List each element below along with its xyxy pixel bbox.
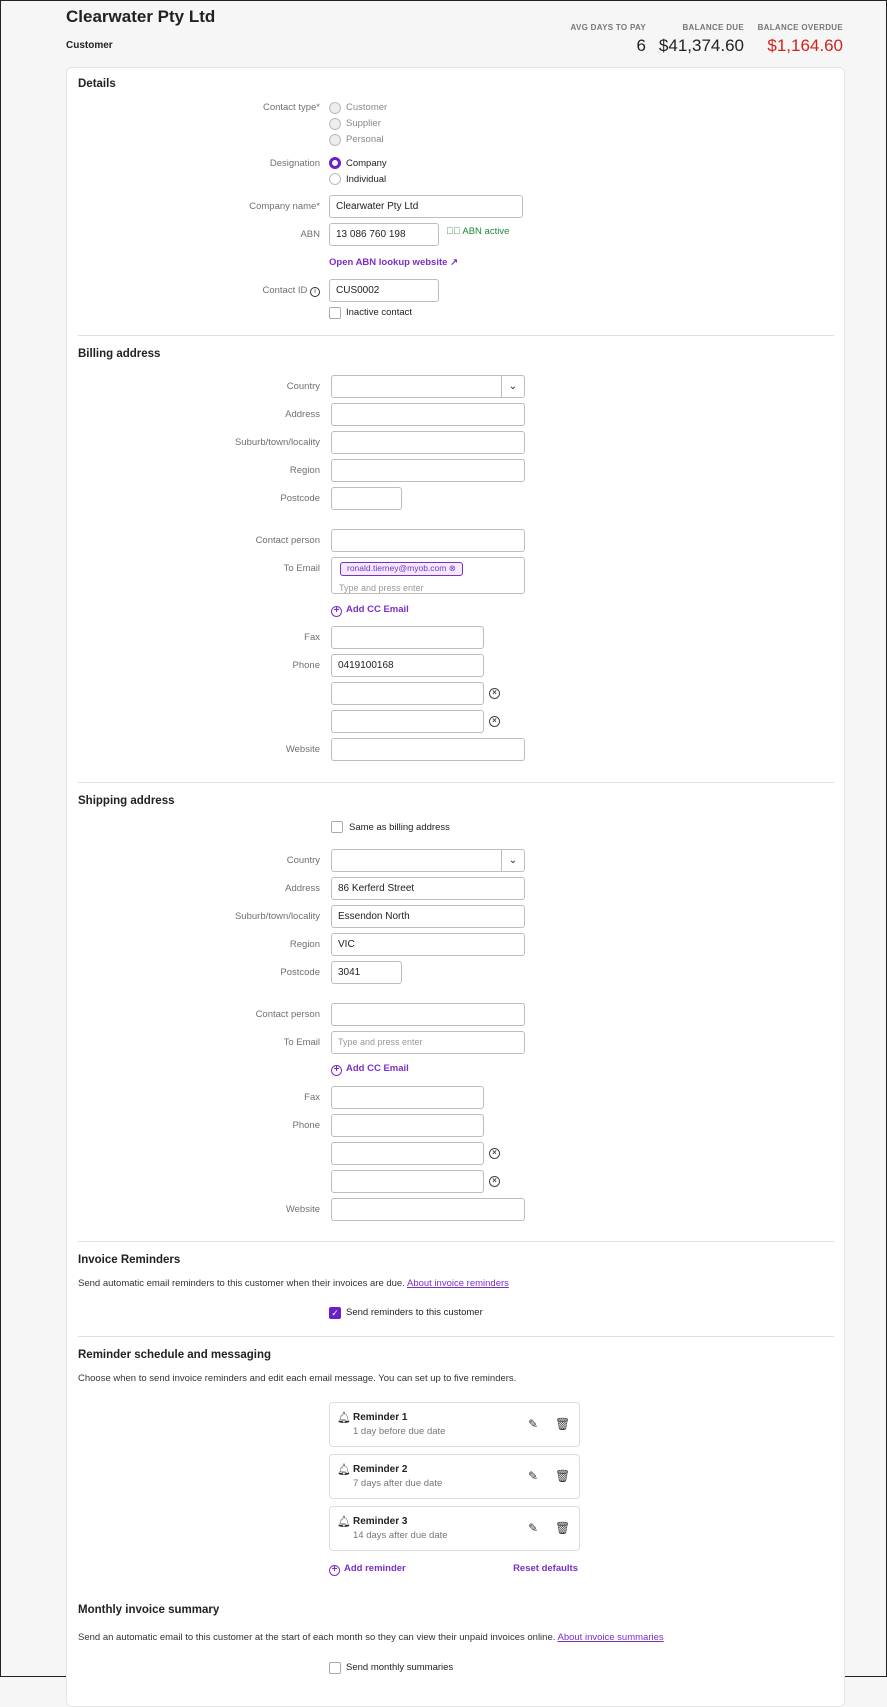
billing-website-input[interactable] <box>331 738 525 761</box>
trash-icon[interactable]: 🗑︎ <box>555 1521 571 1535</box>
remove-chip-icon[interactable]: ⊗ <box>448 563 456 573</box>
billing-heading: Billing address <box>78 348 161 360</box>
contact-type-label: Contact type* <box>262 102 320 113</box>
send-reminders-label: Send reminders to this customer <box>346 1307 483 1318</box>
reminder-card <box>329 1454 580 1499</box>
remove-phone-icon[interactable]: × <box>489 1176 500 1187</box>
reminder-card <box>329 1402 580 1447</box>
contact-id-label: Contact ID i <box>262 285 320 297</box>
radio-personal[interactable] <box>329 134 341 146</box>
details-heading: Details <box>78 78 116 90</box>
balance-overdue-label: BALANCE OVERDUE <box>757 23 843 32</box>
billing-website-label: Website <box>285 744 320 755</box>
plus-circle-icon: + <box>331 606 342 617</box>
bell-icon: 🔔︎ <box>337 1412 351 1424</box>
add-reminder-button[interactable]: + Add reminder <box>329 1563 406 1576</box>
send-monthly-summaries-checkbox[interactable] <box>329 1662 341 1674</box>
balance-due-label: BALANCE DUE <box>682 23 744 32</box>
billing-suburb-label: Suburb/town/locality <box>234 437 320 448</box>
designation-label: Designation <box>269 158 320 169</box>
chevron-down-icon: ⌄ <box>501 376 524 397</box>
same-as-billing-checkbox[interactable] <box>331 821 343 833</box>
shipping-phone-label: Phone <box>292 1120 320 1131</box>
edit-pencil-icon[interactable]: ✎ <box>528 1417 539 1431</box>
billing-phone-2-input[interactable] <box>331 682 484 705</box>
divider <box>78 335 834 336</box>
billing-to-email-input[interactable] <box>331 557 525 594</box>
radio-company[interactable] <box>329 157 341 169</box>
divider <box>78 782 834 783</box>
bell-icon: 🔔︎ <box>337 1464 351 1476</box>
shipping-country-select[interactable] <box>331 849 525 872</box>
company-name-label: Company name* <box>249 201 320 212</box>
shipping-contact-person-label: Contact person <box>255 1009 320 1020</box>
about-invoice-summaries-link[interactable]: About invoice summaries <box>557 1632 664 1643</box>
radio-customer[interactable] <box>329 102 341 114</box>
plus-circle-icon: + <box>329 1565 340 1576</box>
billing-phone-input[interactable]: 0419100168 <box>331 654 484 677</box>
external-link-icon: ↗ <box>450 257 459 268</box>
billing-contact-person-label: Contact person <box>255 535 320 546</box>
remove-phone-icon[interactable]: × <box>489 688 500 699</box>
radio-supplier[interactable] <box>329 118 341 130</box>
shipping-country-label: Country <box>286 855 320 866</box>
monthly-summary-description: Send an automatic email to this customer at the start of each month so they can view their unpaid invoices online. About invoice summaries <box>78 1632 664 1643</box>
shipping-fax-label: Fax <box>304 1092 320 1103</box>
avg-days-value: 6 <box>636 36 646 55</box>
edit-pencil-icon[interactable]: ✎ <box>528 1521 539 1535</box>
billing-to-email-label: To Email <box>283 563 320 574</box>
radio-individual-label: Individual <box>346 174 387 185</box>
about-invoice-reminders-link[interactable]: About invoice reminders <box>406 1278 509 1289</box>
shipping-to-email-input[interactable]: Type and press enter <box>331 1031 525 1054</box>
avg-days-label: AVG DAYS TO PAY <box>570 23 646 32</box>
chevron-down-icon: ⌄ <box>501 850 524 871</box>
schedule-description: Choose when to send invoice reminders and edit each email message. You can set up to five reminders. <box>78 1373 517 1384</box>
reminder-timing: 1 day before due date <box>353 1426 446 1437</box>
shipping-to-email-label: To Email <box>283 1037 320 1048</box>
shipping-contact-person-input[interactable] <box>331 1003 525 1026</box>
reset-defaults-button[interactable]: Reset defaults <box>513 1563 578 1574</box>
contact-type-subtitle: Customer <box>66 40 113 51</box>
page-title: Clearwater Pty Ltd <box>66 7 216 26</box>
abn-label: ABN <box>300 229 320 240</box>
shipping-region-label: Region <box>289 939 320 950</box>
billing-country-select[interactable] <box>331 375 525 398</box>
trash-icon[interactable]: 🗑︎ <box>555 1469 571 1483</box>
email-chip[interactable]: ronald.tierney@myob.com ⊗ <box>340 562 463 576</box>
radio-supplier-label: Supplier <box>346 118 381 129</box>
check-circle-icon: ✓⃝ <box>446 226 463 237</box>
shipping-postcode-label: Postcode <box>280 967 320 978</box>
shipping-website-label: Website <box>285 1204 320 1215</box>
same-as-billing-label: Same as billing address <box>349 822 450 833</box>
billing-fax-label: Fax <box>304 632 320 643</box>
balance-overdue-value: $1,164.60 <box>767 36 843 55</box>
billing-suburb-input[interactable] <box>331 431 525 454</box>
billing-postcode-label: Postcode <box>280 493 320 504</box>
billing-add-cc-email[interactable]: + Add CC Email <box>331 604 409 617</box>
billing-region-input[interactable] <box>331 459 525 482</box>
shipping-suburb-input[interactable]: Essendon North <box>331 905 525 928</box>
billing-phone-label: Phone <box>292 660 320 671</box>
schedule-heading: Reminder schedule and messaging <box>78 1349 272 1361</box>
abn-lookup-link[interactable]: Open ABN lookup website ↗ <box>329 257 459 268</box>
radio-individual[interactable] <box>329 173 341 185</box>
edit-pencil-icon[interactable]: ✎ <box>528 1469 539 1483</box>
billing-address-input[interactable] <box>331 403 525 426</box>
company-name-input[interactable]: Clearwater Pty Ltd <box>329 195 523 218</box>
send-monthly-summaries-label: Send monthly summaries <box>346 1662 454 1673</box>
shipping-phone-2-input[interactable] <box>331 1142 484 1165</box>
abn-status: ✓⃝ ABN active <box>446 226 510 237</box>
reminder-title: Reminder 1 <box>353 1412 408 1423</box>
reminder-title: Reminder 2 <box>353 1464 408 1475</box>
billing-postcode-input[interactable] <box>331 487 402 510</box>
shipping-region-input[interactable]: VIC <box>331 933 525 956</box>
billing-country-label: Country <box>286 381 320 392</box>
email-placeholder: Type and press enter <box>339 583 424 593</box>
shipping-address-label: Address <box>285 883 320 894</box>
invoice-reminders-heading: Invoice Reminders <box>78 1254 181 1266</box>
inactive-contact-label: Inactive contact <box>346 307 413 318</box>
send-reminders-checkbox[interactable]: ✓ <box>329 1307 341 1319</box>
bell-icon: 🔔︎ <box>337 1516 351 1528</box>
plus-circle-icon: + <box>331 1065 342 1076</box>
shipping-phone-3-input[interactable] <box>331 1170 484 1193</box>
billing-contact-person-input[interactable] <box>331 529 525 552</box>
reminder-timing: 7 days after due date <box>353 1478 443 1489</box>
shipping-website-input[interactable] <box>331 1198 525 1221</box>
inactive-contact-checkbox[interactable] <box>329 307 341 319</box>
remove-phone-icon[interactable]: × <box>489 1148 500 1159</box>
shipping-address-input[interactable]: 86 Kerferd Street <box>331 877 525 900</box>
abn-input[interactable]: 13 086 760 198 <box>329 223 439 246</box>
radio-customer-label: Customer <box>346 102 388 113</box>
reminder-title: Reminder 3 <box>353 1516 408 1527</box>
billing-phone-3-input[interactable] <box>331 710 484 733</box>
trash-icon[interactable]: 🗑︎ <box>555 1417 571 1431</box>
info-icon[interactable]: i <box>310 287 320 297</box>
radio-company-label: Company <box>346 158 387 169</box>
balance-due-value: $41,374.60 <box>658 36 744 55</box>
reminder-card <box>329 1506 580 1551</box>
divider <box>78 1336 834 1337</box>
contact-id-input[interactable]: CUS0002 <box>329 279 439 302</box>
shipping-add-cc-email[interactable]: + Add CC Email <box>331 1063 409 1076</box>
billing-region-label: Region <box>289 465 320 476</box>
shipping-fax-input[interactable] <box>331 1086 484 1109</box>
billing-address-label: Address <box>285 409 320 420</box>
radio-personal-label: Personal <box>346 134 384 145</box>
shipping-suburb-label: Suburb/town/locality <box>234 911 320 922</box>
divider <box>78 1241 834 1242</box>
remove-phone-icon[interactable]: × <box>489 716 500 727</box>
invoice-reminders-description: Send automatic email reminders to this customer when their invoices are due. About invoice reminders <box>78 1278 509 1289</box>
monthly-summary-heading: Monthly invoice summary <box>78 1604 220 1616</box>
shipping-postcode-input[interactable]: 3041 <box>331 961 402 984</box>
billing-fax-input[interactable] <box>331 626 484 649</box>
shipping-phone-input[interactable] <box>331 1114 484 1137</box>
reminder-timing: 14 days after due date <box>353 1530 448 1541</box>
shipping-heading: Shipping address <box>78 795 175 807</box>
